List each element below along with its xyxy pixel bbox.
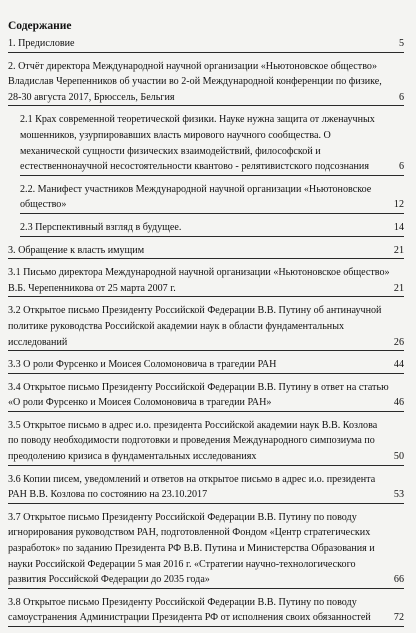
toc-entry: [20, 112, 404, 175]
toc-entry-page: 21: [393, 244, 404, 256]
toc-entry: [8, 59, 404, 107]
toc-entry-page: 21: [393, 282, 404, 294]
toc-entry-page: 14: [393, 221, 404, 233]
toc-entry: [8, 380, 404, 412]
toc-entry-title: 2.3 Перспективный взгляд в будущее.: [20, 221, 182, 233]
toc-entry: [8, 303, 404, 351]
toc-entry-title: 3.3 О роли Фурсенко и Моисея Соломоновича в трагедии РАН: [8, 359, 277, 371]
toc-entry: [8, 243, 404, 260]
toc-heading: Содержание: [8, 20, 72, 32]
toc-entry: [8, 36, 404, 53]
toc-entry: [8, 510, 404, 589]
toc-entry-page: 66: [393, 574, 404, 586]
toc-entry-title: 1. Предисловие: [8, 38, 75, 49]
toc-entry-title: 3.2 Открытое письмо Президенту Российской Федерации В.В. Путину об антинаучной политике руководства Российской академии наук в области фундаментальных исследований: [8, 305, 382, 348]
toc-entry-page: 6: [398, 91, 404, 103]
toc-entry-title: 2.2. Манифест участников Международной научной организации «Ньютоновское общество»: [20, 183, 372, 211]
toc-entry-title: 3. Обращение к власть имущим: [8, 244, 145, 256]
toc-entry-title: 3.8 Открытое письмо Президенту Российской Федерации В.В. Путину по поводу самоустранения Администрации Президента РФ от исполнения своих обязанностей: [8, 596, 371, 624]
toc-entry-page: 44: [393, 359, 404, 371]
toc-entry-page: 72: [393, 612, 404, 624]
table-of-contents: [0, 36, 404, 633]
toc-entry: [8, 418, 404, 466]
toc-entry-title: 3.5 Открытое письмо в адрес и.о. президента Российской академии наук В.В. Козлова по поводу необходимости подготовки и проведения Международного симпозиума по преодолению кризиса в фундаментальных исследованиях: [8, 419, 378, 463]
toc-entry-page: 53: [393, 489, 404, 501]
toc-entry: [8, 472, 404, 504]
toc-entry-page: 26: [393, 336, 404, 348]
toc-entry-title: 3.6 Копии писем, уведомлений и ответов на открытое письмо в адрес и.о. президента РАН В.В. Козлова по состоянию на 23.10.2017: [8, 473, 376, 501]
toc-entry-page: 6: [398, 161, 404, 173]
toc-entry: [8, 265, 404, 297]
toc-entry: [8, 357, 404, 374]
toc-entry-title: 2.1 Крах современной теоретической физики. Науке нужна защита от лженаучных мошенников, узурпировавших власть мирового научного сообщества. О механической сущности физических взаимодействий, философской и естественнонаучной несостоятельности квантово - релятивистского подсознания: [20, 114, 375, 173]
toc-entry-title: 3.7 Открытое письмо Президенту Российской Федерации В.В. Путину по поводу игнорирования руководством РАН, подготовленной Фондом «Центр стратегических разработок» по заданию Президента РФ В.В. Путина и Министерства Образования и науки Российской Федерации 5 мая 2016 г. «Стратегии научно-технологического развития Российской Федерации до 2035 года»: [8, 511, 375, 586]
toc-entry-page: 12: [393, 199, 404, 211]
toc-entry-title: 3.4 Открытое письмо Президенту Российской Федерации В.В. Путину в ответ на статью «О роли Фурсенко и Моисея Соломоновича в трагедии РАН»: [8, 381, 389, 409]
toc-entry-page: 46: [393, 397, 404, 409]
toc-entry: [20, 220, 404, 237]
toc-entry-page: 5: [398, 38, 404, 49]
toc-entry: [20, 182, 404, 214]
toc-entry: [8, 595, 404, 627]
toc-entry-title: 2. Отчёт директора Международной научной организации «Ньютоновское общество» Владислав Черепенников об участии во 2-ой Международной конференции по физике, 28-30 августа 2017, Брюссель, Бельгия: [8, 60, 382, 103]
toc-entry-title: 3.1 Письмо директора Международной научной организации «Ньютоновское общество» В.Б. Черепенникова от 25 марта 2007 г.: [8, 267, 390, 294]
toc-entry-page: 50: [393, 451, 404, 463]
